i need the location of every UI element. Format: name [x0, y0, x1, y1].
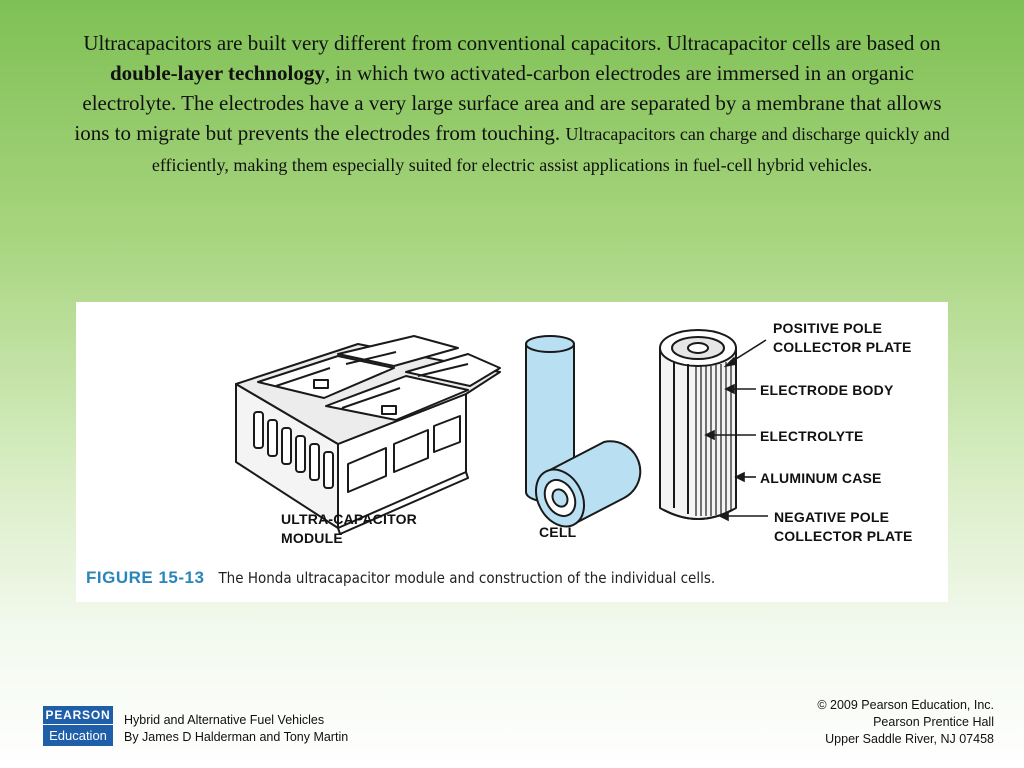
- callout-electrode-body: ELECTRODE BODY: [760, 382, 894, 398]
- callout-positive-line-1: POSITIVE POLE: [773, 320, 883, 336]
- cell-label: CELL: [539, 524, 577, 540]
- figure-caption: [86, 568, 715, 588]
- callout-aluminum-case: ALUMINUM CASE: [760, 470, 882, 486]
- copyright-line: © 2009 Pearson Education, Inc.: [817, 698, 994, 712]
- pearson-logo: [43, 706, 113, 746]
- figure-number: FIGURE 15-13: [86, 568, 205, 587]
- callout-negative-line-1: NEGATIVE POLE: [774, 509, 890, 525]
- para-small-part: Ultracapacitors can charge and discharge quickly and efficiently, making them especially suited for electric assist applications in fuel-cell hybrid vehicles.: [151, 124, 950, 175]
- figure-caption-text: The Honda ultracapacitor module and construction of the individual cells.: [218, 569, 716, 587]
- publisher-line: Pearson Prentice Hall: [873, 715, 994, 729]
- book-title: Hybrid and Alternative Fuel Vehicles: [124, 713, 325, 727]
- cutaway-drawing: [660, 330, 736, 519]
- location-line: Upper Saddle River, NJ 07458: [825, 732, 994, 746]
- module-label: [281, 510, 417, 548]
- callout-electrolyte: ELECTROLYTE: [760, 428, 864, 444]
- callout-positive-line-2: COLLECTOR PLATE: [773, 339, 912, 355]
- footer-copyright: [817, 697, 994, 748]
- module-drawing: [236, 336, 500, 534]
- figure-panel: [76, 302, 948, 602]
- logo-divider: [43, 724, 113, 725]
- callout-negative-line-2: COLLECTOR PLATE: [774, 528, 913, 544]
- para-part-1: Ultracapacitors are built very different from conventional capacitors. Ultracapacitor cells are based on: [83, 31, 941, 55]
- logo-top-text: PEARSON: [45, 708, 111, 722]
- cell-drawing: [526, 336, 640, 535]
- slide-body-text: [70, 28, 954, 180]
- para-bold-term: double-layer technology: [109, 61, 325, 85]
- module-label-line-1: ULTRA-CAPACITOR: [281, 511, 417, 527]
- callout-negative-pole: [774, 508, 913, 546]
- module-label-line-2: MODULE: [281, 530, 343, 546]
- footer-book-info: [124, 712, 348, 746]
- para-part-2: , in which two activated-carbon electrodes are immersed in an organic electrolyte. The electrodes have a very large surface area and are separated by a membrane that allows ions to migrate but prevents the electrodes from touching.: [74, 61, 942, 145]
- logo-bottom-text: Education: [49, 728, 107, 743]
- book-authors: By James D Halderman and Tony Martin: [124, 730, 349, 744]
- callout-positive-pole: [773, 319, 912, 357]
